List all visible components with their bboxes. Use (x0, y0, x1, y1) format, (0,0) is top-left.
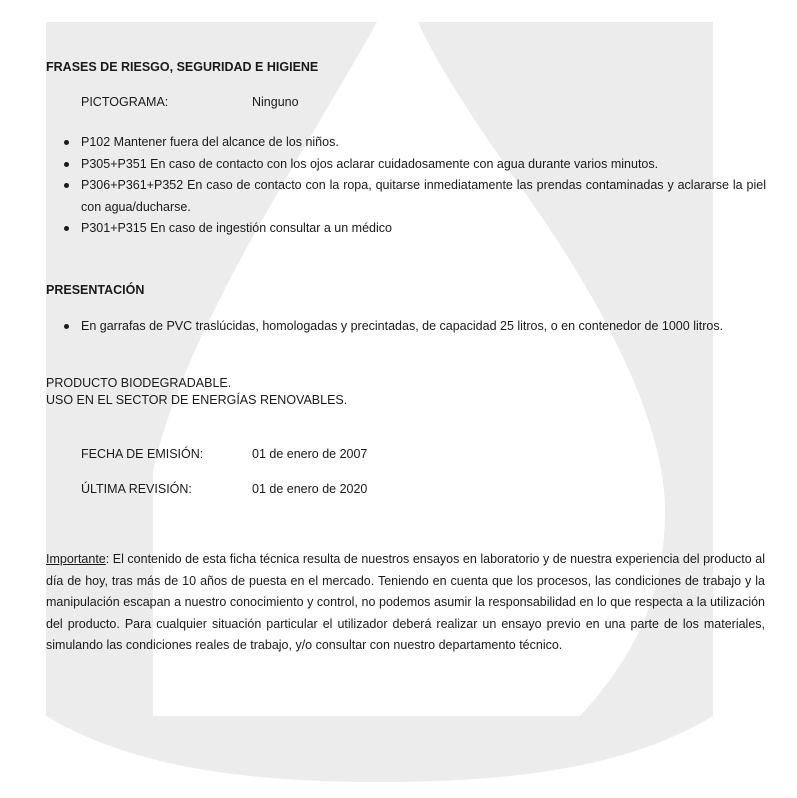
risk-phrase-item: P306+P361+P352 En caso de contacto con la ropa, quitarse inmediatamente las prendas contaminadas y aclararse la piel con agua/ducharse. (62, 175, 766, 218)
risk-section-heading: FRASES DE RIESGO, SEGURIDAD E HIGIENE (46, 60, 319, 74)
presentation-list (62, 316, 766, 338)
revision-date-label: ÚLTIMA REVISIÓN: (81, 482, 192, 496)
risk-phrase-item: P102 Mantener fuera del alcance de los niños. (62, 132, 766, 154)
important-notice (46, 549, 765, 657)
issue-date-value: 01 de enero de 2007 (252, 447, 368, 461)
pictogram-label: PICTOGRAMA: (81, 95, 169, 109)
issue-date-label: FECHA DE EMISIÓN: (81, 447, 204, 461)
sector-note: USO EN EL SECTOR DE ENERGÍAS RENOVABLES. (46, 393, 348, 407)
risk-phrase-item: P301+P315 En caso de ingestión consultar a un médico (62, 218, 766, 240)
risk-phrase-item: P305+P351 En caso de contacto con los ojos aclarar cuidadosamente con agua durante varios minutos. (62, 154, 766, 176)
presentation-heading: PRESENTACIÓN (46, 283, 145, 297)
pictogram-value: Ninguno (252, 95, 299, 109)
risk-phrase-list (62, 132, 766, 240)
important-label: Importante (46, 552, 106, 566)
important-text: : El contenido de esta ficha técnica resulta de nuestros ensayos en laboratorio y de nuestra experiencia del producto al día de hoy, tras más de 10 años de puesta en el mercado. Teniendo en cuenta que los procesos, las condiciones de trabajo y la manipulación escapan a nuestro conocimiento y control, no podemos asumir la responsabilidad en lo que respecta a la utilización del producto. Para cualquier situación particular el utilizador deberá realizar un ensayo previo en una parte de los materiales, simulando las condiciones reales de trabajo, y/o consultar con nuestro departamento técnico. (46, 552, 765, 652)
presentation-item: En garrafas de PVC traslúcidas, homologadas y precintadas, de capacidad 25 litros, o en contenedor de 1000 litros. (62, 316, 766, 338)
revision-date-value: 01 de enero de 2020 (252, 482, 368, 496)
biodegradable-note: PRODUCTO BIODEGRADABLE. (46, 376, 232, 390)
